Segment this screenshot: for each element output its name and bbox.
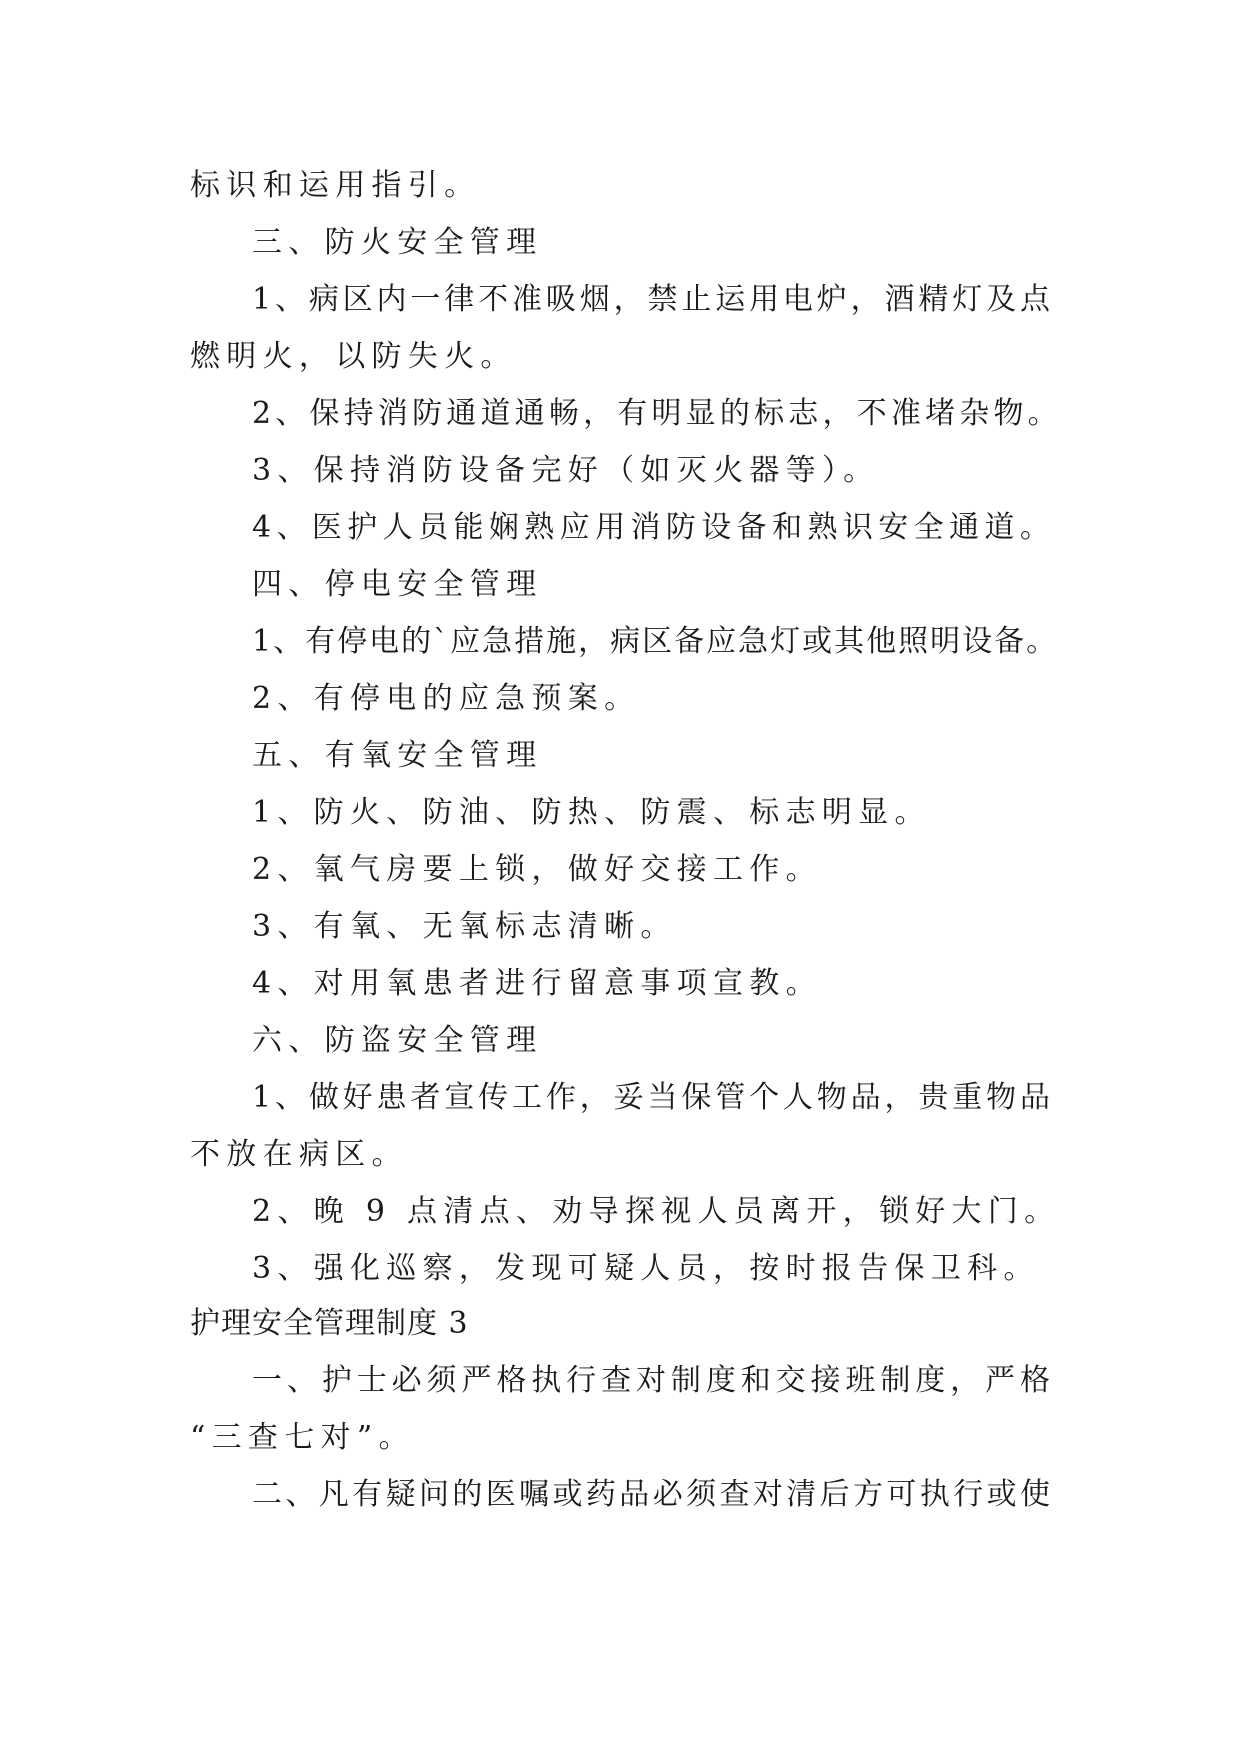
body-line: “三查七对”。 <box>190 1420 415 1455</box>
body-line: 3、强化巡察，发现可疑人员，按时报告保卫科。 <box>252 1251 1040 1286</box>
document-title: 护理安全管理制度 3 <box>190 1306 469 1341</box>
body-line: 标识和运用指引。 <box>190 168 481 203</box>
section-heading: 六、防盗安全管理 <box>252 1023 543 1058</box>
body-line: 2、晚 9 点清点、劝导探视人员离开，锁好大门。 <box>252 1194 1061 1229</box>
body-line: 1、病区内一律不准吸烟，禁止运用电炉，酒精灯及点 <box>252 282 1050 317</box>
body-line: 4、对用氧患者进行留意事项宣教。 <box>252 966 822 1001</box>
body-line: 1、做好患者宣传工作，妥当保管个人物品，贵重物品 <box>252 1080 1050 1115</box>
body-line: 2、有停电的应急预案。 <box>252 681 641 716</box>
body-line: 3、有氧、无氧标志清晰。 <box>252 909 677 944</box>
body-line: 不放在病区。 <box>190 1137 408 1172</box>
body-line: 3、保持消防设备完好（如灭火器等）。 <box>252 453 880 488</box>
body-line: 2、氧气房要上锁，做好交接工作。 <box>252 852 822 887</box>
section-heading: 三、防火安全管理 <box>252 225 543 260</box>
body-line: 一、护士必须严格执行查对制度和交接班制度，严格 <box>252 1363 1050 1398</box>
body-line: 2、保持消防通道通畅，有明显的标志，不准堵杂物。 <box>252 396 1062 431</box>
body-line: 1、防火、防油、防热、防震、标志明显。 <box>252 795 931 830</box>
body-line: 二、凡有疑问的医嘱或药品必须查对清后方可执行或使 <box>252 1477 1050 1512</box>
section-heading: 五、有氧安全管理 <box>252 738 543 773</box>
body-line: 燃明火，以防失火。 <box>190 339 517 374</box>
body-line: 4、医护人员能娴熟应用消防设备和熟识安全通道。 <box>252 510 1056 545</box>
section-heading: 四、停电安全管理 <box>252 567 543 602</box>
body-line: 1、有停电的`应急措施，病区备应急灯或其他照明设备。 <box>252 624 1059 659</box>
